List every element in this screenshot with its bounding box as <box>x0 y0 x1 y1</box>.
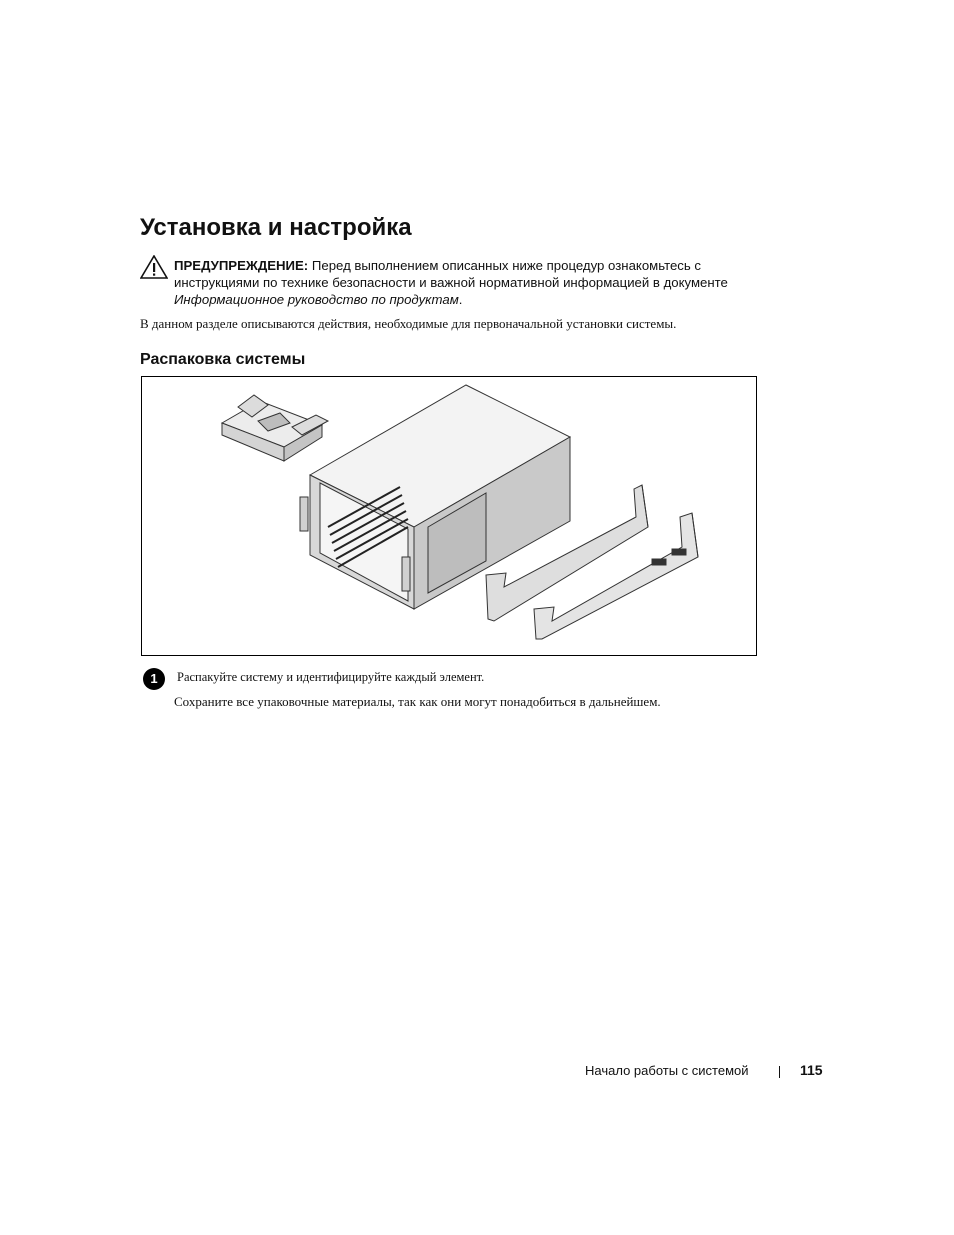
footer-page-number: 115 <box>800 1062 823 1078</box>
section-title: Установка и настройка <box>140 214 412 241</box>
footer-chapter-label: Начало работы с системой <box>585 1063 749 1078</box>
warning-body: Перед выполнением описанных ниже процедур ознакомьтесь с инструкциями по технике безопасности и важной нормативной информацией в документе <box>174 258 728 290</box>
warning-document-title: Информационное руководство по продуктам <box>174 292 459 307</box>
step-text: Распакуйте систему и идентифицируйте каждый элемент. <box>177 670 485 684</box>
warning-text <box>174 257 774 308</box>
footer-separator <box>779 1066 780 1078</box>
warning-end: . <box>458 292 463 307</box>
warning-label: ПРЕДУПРЕЖДЕНИЕ: <box>174 258 309 273</box>
unpacking-illustration <box>142 377 758 657</box>
packing-insert-illustration <box>222 395 328 461</box>
warning-triangle-icon <box>140 255 168 279</box>
step-note: Сохраните все упаковочные материалы, так как они могут понадобиться в дальнейшем. <box>174 694 661 709</box>
unpacking-figure <box>141 376 757 656</box>
step-number-badge: 1 <box>143 668 165 690</box>
subsection-title: Распаковка системы <box>140 351 306 368</box>
intro-paragraph: В данном разделе описываются действия, необходимые для первоначальной установки системы. <box>140 316 677 331</box>
